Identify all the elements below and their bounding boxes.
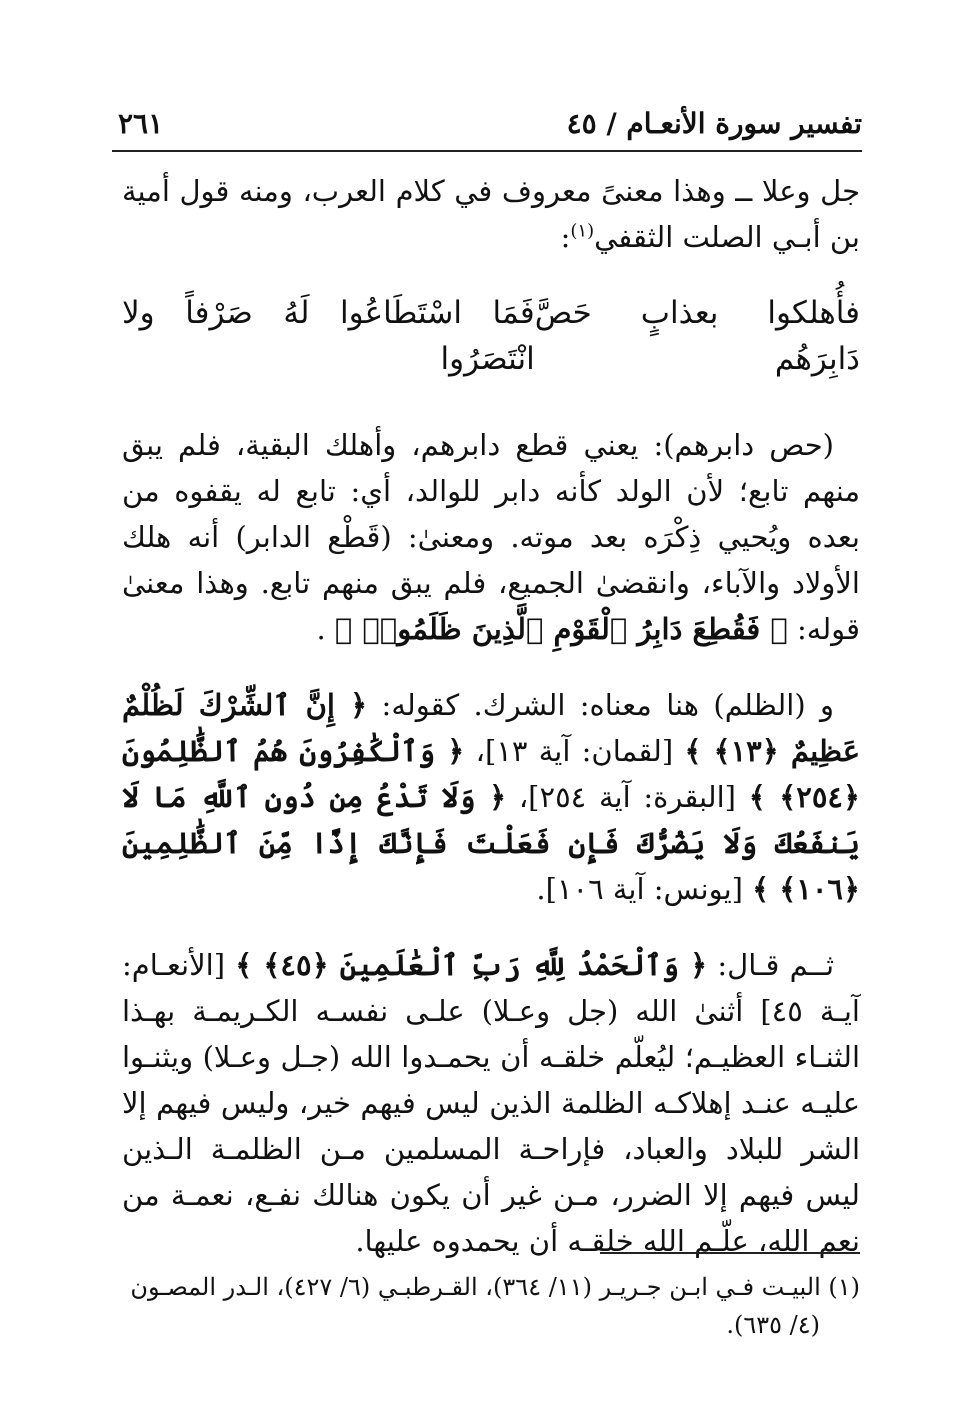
citation-luqman: [لقمان: آية ١٣]، <box>475 734 674 768</box>
quran-verse: ﴿ وَٱلْكَٰفِرُونَ هُمُ ٱلظَّٰلِمُونَ ﴿٢٥٤﴾ ﴾ <box>122 734 861 814</box>
paragraph-intro <box>122 168 860 260</box>
header-rule <box>112 150 862 152</box>
footnote-line: (١) البيـت فـي ابـن جـريـر (١١/ ٣٦٤)، القـرطبـي (٦/ ٤٢٧)، الـدر المصـون <box>130 1273 860 1301</box>
verse-second-hemistich: فَمَا اسْتَطَاعُوا لَهُ صَرْفاً ولا انْتَصَرُوا <box>122 295 535 377</box>
poetry-verse <box>122 290 860 382</box>
zulm-text: و (الظلم) هنا معناه: الشرك. كقوله: <box>381 688 835 722</box>
hamd-intro: ثــم قـال: <box>717 948 835 982</box>
footnote-rule <box>600 1252 860 1254</box>
explanation-text: (حص دابرهم): يعني قطع دابرهم، وأهلك البقية، فلم يبق منهم تابع؛ لأن الولد كأنه دابر للوالد، أي: تابع له يقفوه من بعده ويُحيي ذِكْرَه بعد موته. ومعنىٰ: (قَطْع الدابر) أنه هلك الأولاد والآباء، وانقضىٰ الجميع، فلم يبق منهم تابع. وهذا معنىٰ قوله: <box>122 428 860 646</box>
citation-yunus: [يونس: آية ١٠٦]. <box>536 872 743 906</box>
intro-colon: : <box>560 220 571 254</box>
running-title: تفسير سورة الأنعـام / ٤٥ <box>566 107 862 140</box>
page-number: ٢٦١ <box>118 107 164 140</box>
quran-verse: ﴿ إِنَّ ٱلشِّرْكَ لَظُلْمٌ عَظِيمٌ ﴿١٣﴾ ﴾ <box>122 688 861 768</box>
verse-first-hemistich: فأُهلكوا بعذابٍ حَصَّ دَابِرَهُم <box>534 295 860 377</box>
footnote-ref: (١) <box>570 220 595 242</box>
hamd-text: [الأنعـام: آيـة ٤٥] أثنىٰ الله (جل وعـلا) علـى نفسـه الكـريمـة بهـذا الثنـاء العظيـم؛ ليُعلّم خلقـه أن يحمـدوا الله (جـل وعـلا) ويثنـوا عليـه عنـد إهلاكـه الظلمة الذين ليس فيهم خير، وليس فيهم إلا الشر للبلاد والعباد، فإراحـة المسلمين مـن الظلمـة الـذين ليس فيهم إلا الضرر، مـن غير أن يكون هنالك نفـع، نعمـة من نعم الله، علّـم الله خلقـه أن يحمدوه عليها. <box>122 948 860 1258</box>
page-body <box>122 168 860 1294</box>
citation-baqarah: [البقرة: آية ٢٥٤]، <box>518 780 736 814</box>
page-header <box>118 96 862 140</box>
explanation-end: . <box>316 612 326 646</box>
quran-verse: ﴿ وَٱلْحَمْدُ لِلَّهِ رَبِّ ٱلْعَٰلَمِينَ ﴿٤٥﴾ ﴾ <box>235 948 708 982</box>
footnote-line: (٤/ ٦٣٥). <box>726 1311 820 1339</box>
paragraph-explanation <box>122 422 860 652</box>
paragraph-zulm <box>122 682 860 912</box>
intro-text: جل وعلا ــ وهذا معنىً معروف في كلام العرب، ومنه قول أمية بن أبـي الصلت الثقفي <box>122 174 860 254</box>
quran-verse: ﴿ وَلَا تَدْعُ مِن دُونِ ٱللَّهِ مَا لَا يَنفَعُكَ وَلَا يَضُرُّكَ فَإِن فَعَلْتَ فَإِنَّكَ إِذًا مِّنَ ٱلظَّٰلِمِينَ ﴿١٠٦﴾ ﴾ <box>122 780 860 906</box>
quran-verse: ﴿ فَقُطِعَ دَابِرُ ٱلْقَوْمِ ٱلَّذِينَ ظَلَمُوا۟ ﴾ <box>334 612 788 646</box>
paragraph-hamd <box>122 942 860 1264</box>
footnote <box>122 1268 860 1344</box>
